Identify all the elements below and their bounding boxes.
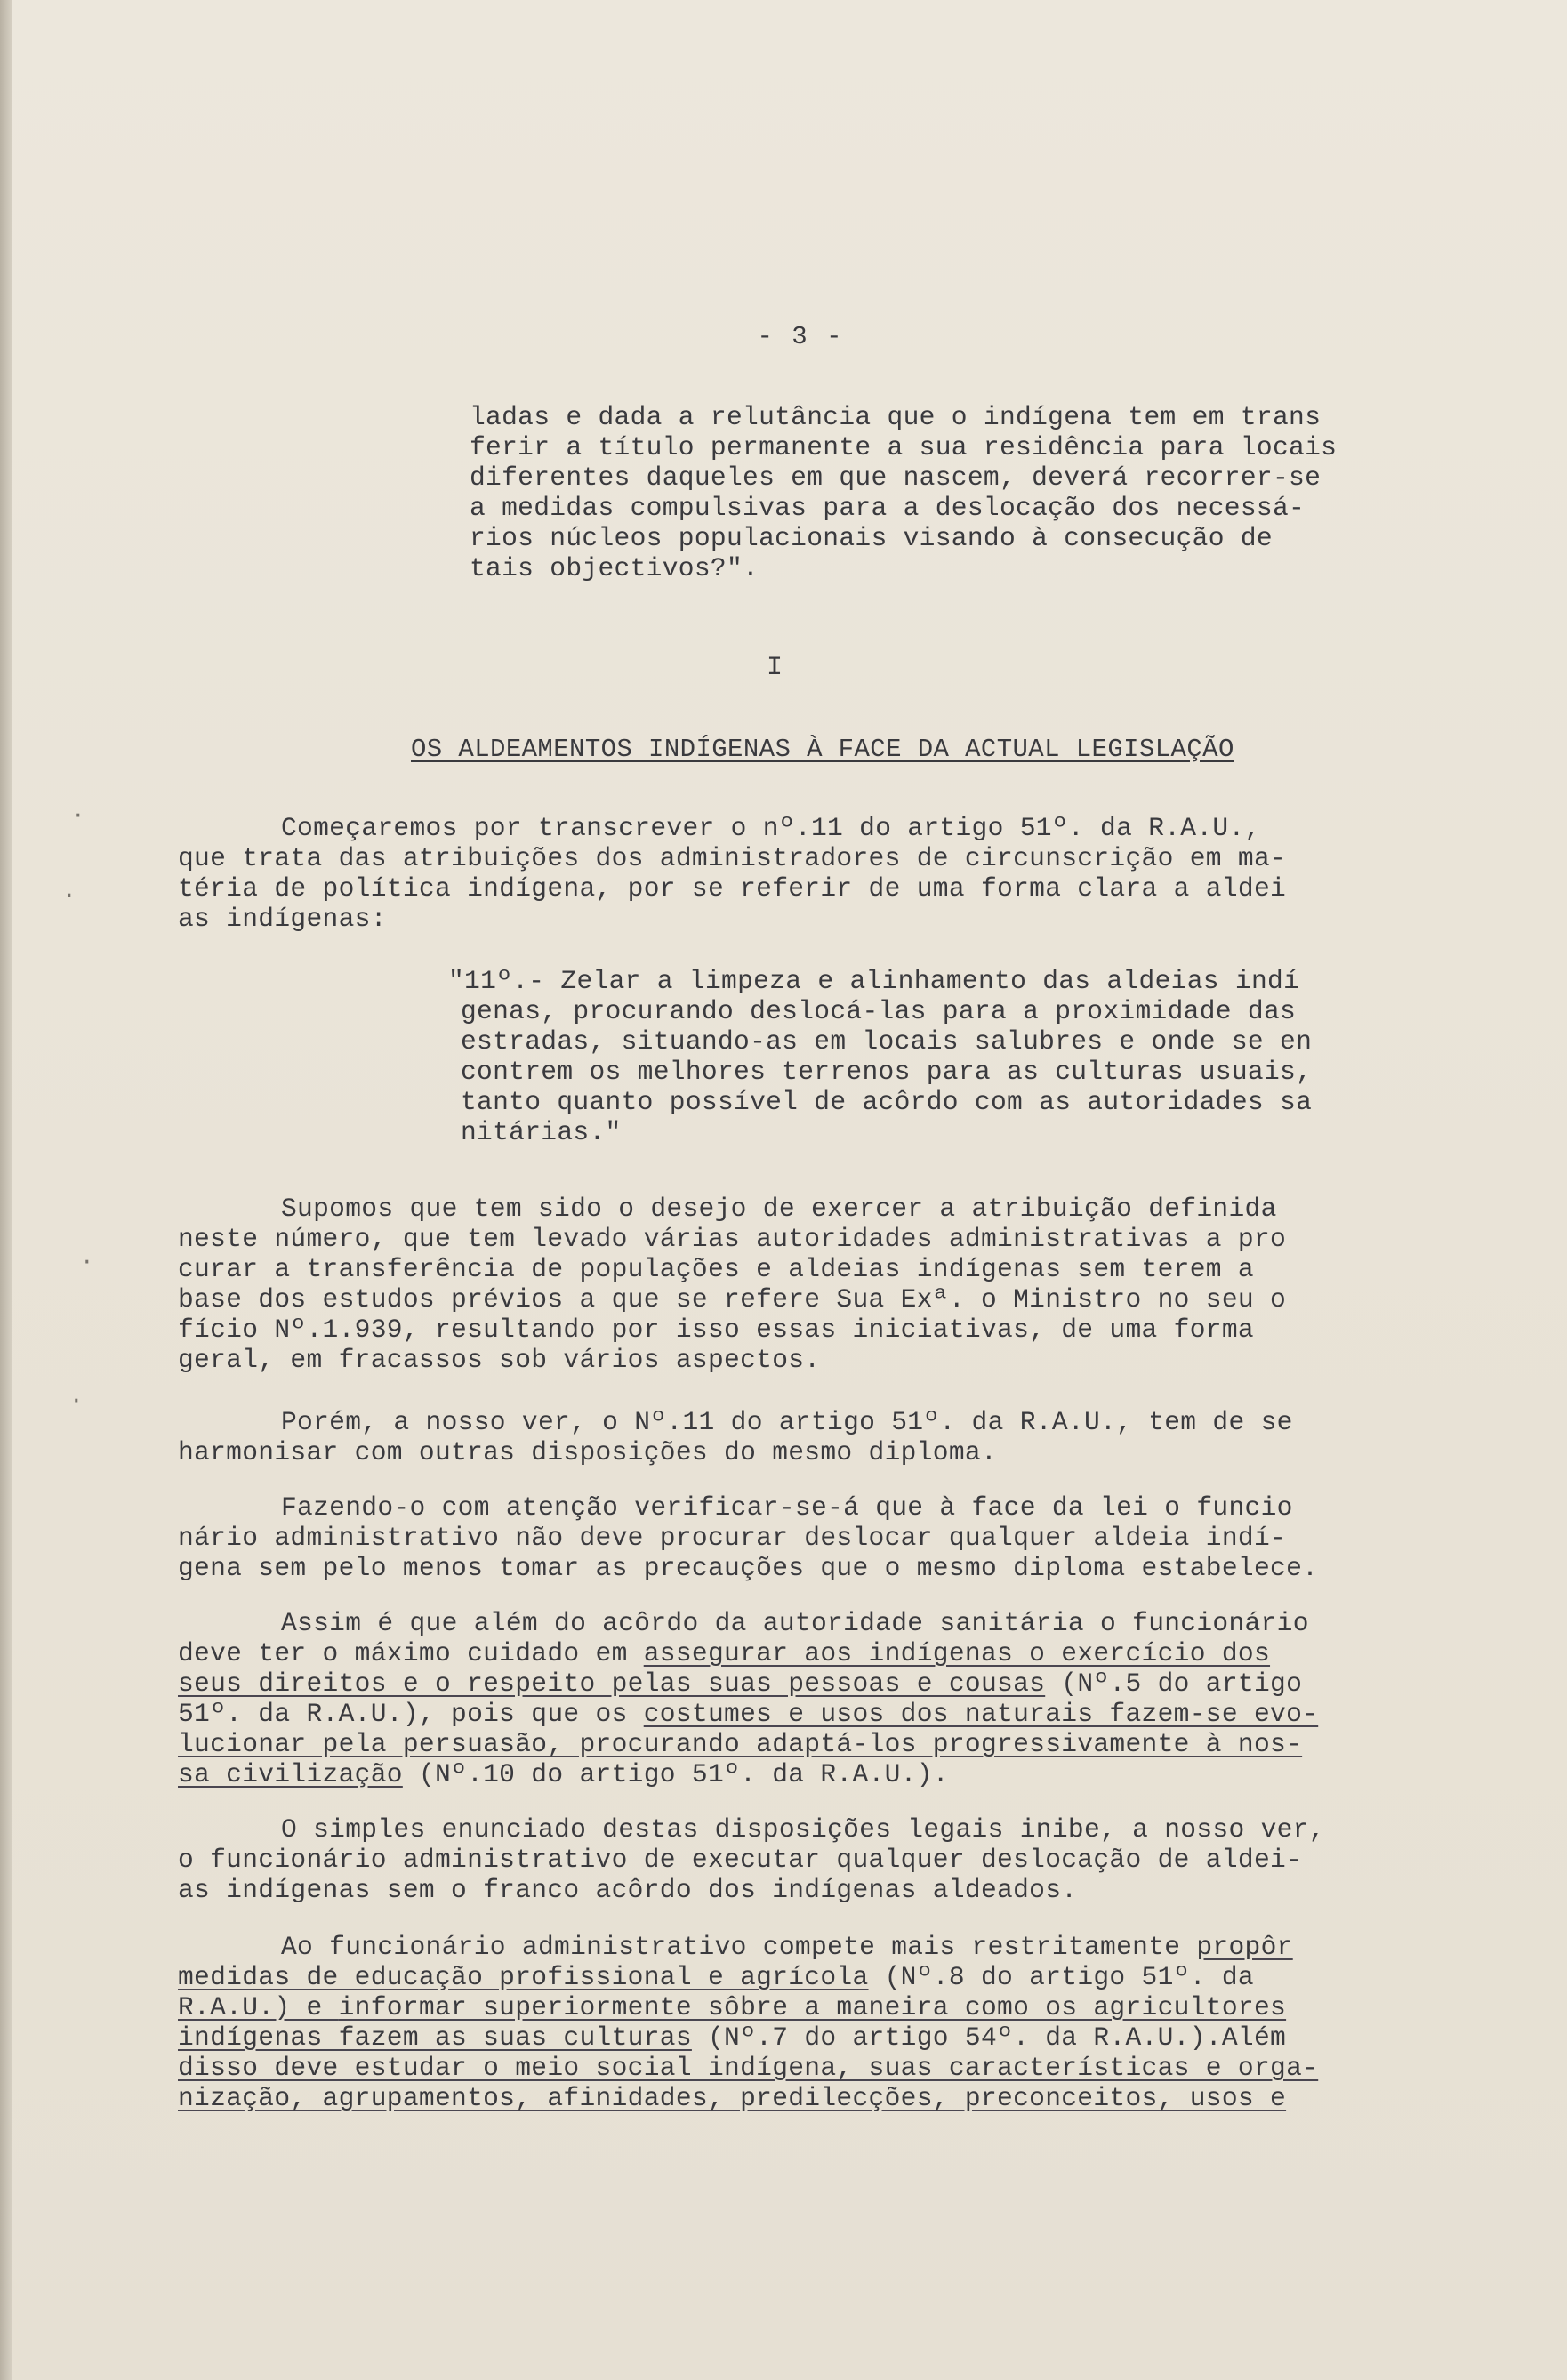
underlined-text: lucionar pela persuasão, procurando adaptá-los progressivamente à nos- [178,1729,1303,1759]
intro-line: ladas e dada a relutância que o indígena tem em trans [470,402,1322,432]
underlined-text: nização, agrupamentos, afinidades, predilecções, preconceitos, usos e [178,2083,1287,2113]
paragraph-line: Porém, a nosso ver, o Nº.11 do artigo 51º. da R.A.U., tem de se [281,1407,1293,1437]
text-run: deve ter o máximo cuidado em [178,1638,644,1668]
paragraph-line: neste número, que tem levado várias autoridades administrativas a pro [178,1224,1287,1254]
quote-line: genas, procurando deslocá-las para a proximidade das [461,996,1297,1026]
quote-line: contrem os melhores terrenos para as culturas usuais, [461,1057,1313,1087]
scan-dot-mark: · [80,1249,94,1275]
intro-line: rios núcleos populacionais visando à consecução de [470,523,1273,553]
text-run: (Nº.10 do artigo 51º. da R.A.U.). [402,1759,949,1789]
paragraph-line: que trata das atribuições dos administradores de circunscrição em ma- [178,843,1287,873]
scan-dot-mark: · [62,882,76,909]
paragraph-line: gena sem pelo menos tomar as precauções que o mesmo diploma estabelece. [178,1553,1319,1583]
intro-line: a medidas compulsivas para a deslocação dos necessá- [470,493,1306,523]
underlined-text: propôr [1196,1932,1293,1962]
page-number: - 3 - [757,322,844,351]
text-run: 51º. da R.A.U.), pois que os [178,1699,644,1729]
paragraph-line [281,1932,1293,1962]
underlined-text: sa civilização [178,1759,403,1789]
paragraph-line [178,1759,949,1789]
paragraph-line [178,1638,1270,1668]
paragraph-line: curar a transferência de populações e aldeias indígenas sem terem a [178,1254,1254,1284]
paragraph-line [178,1668,1302,1699]
paragraph-line [178,1699,1318,1729]
paragraph-line [178,2022,1286,2053]
paragraph-line: Começaremos por transcrever o nº.11 do artigo 51º. da R.A.U., [281,813,1261,843]
underlined-text: indígenas fazem as suas culturas [178,2022,692,2053]
paragraph-line: nário administrativo não deve procurar deslocar qualquer aldeia indí- [178,1523,1287,1553]
scan-dot-mark: · [69,1387,84,1414]
underlined-text: medidas de educação profissional e agrícola [178,1962,869,1992]
quote-line: nitárias." [461,1117,622,1147]
paragraph-line [178,1962,1254,1992]
underlined-text: seus direitos e o respeito pelas suas pessoas e cousas [178,1668,1046,1699]
paragraph-line: Assim é que além do acôrdo da autoridade sanitária o funcionário [281,1608,1309,1638]
underlined-text: R.A.U.) e [178,1992,339,2022]
underlined-text: assegurar aos indígenas o exercício dos [643,1638,1271,1668]
quote-line: tanto quanto possível de acôrdo com as autoridades sa [461,1087,1313,1117]
intro-line: tais objectivos?". [470,553,759,583]
underlined-text: disso deve estudar o meio social indígena, suas características e orga- [178,2053,1319,2083]
text-run: (Nº.8 do artigo 51º. da [868,1962,1254,1992]
paragraph-line: geral, em fracassos sob vários aspectos. [178,1345,821,1375]
section-number: I [767,653,784,683]
section-title: OS ALDEAMENTOS INDÍGENAS À FACE DA ACTUAL LEGISLAÇÃO [411,735,1234,764]
paragraph-line: base dos estudos prévios a que se refere Sua Exª. o Ministro no seu o [178,1284,1287,1315]
scan-dot-mark: · [71,802,85,829]
intro-line: ferir a título permanente a sua residência para locais [470,432,1338,462]
paragraph-line: harmonisar com outras disposições do mesmo diploma. [178,1437,998,1467]
paragraph-line: as indígenas sem o franco acôrdo dos indígenas aldeados. [178,1875,1078,1905]
paragraph-line: O simples enunciado destas disposições legais inibe, a nosso ver, [281,1814,1325,1845]
underlined-text: costumes e usos dos naturais fazem-se evo- [643,1699,1319,1729]
paragraph-line: fício Nº.1.939, resultando por isso essas iniciativas, de uma forma [178,1315,1254,1345]
paragraph-line: o funcionário administrativo de executar qualquer deslocação de aldei- [178,1845,1303,1875]
paragraph-line: Fazendo-o com atenção verificar-se-á que à face da lei o funcio [281,1492,1293,1523]
quote-line: "11º.- Zelar a limpeza e alinhamento das aldeias indí [448,966,1300,996]
paragraph-line [178,1992,1286,2022]
text-run: (Nº.7 do artigo 54º. da R.A.U.).Além [691,2022,1287,2053]
text-run: (Nº.5 do artigo [1045,1668,1303,1699]
quote-line: estradas, situando-as em locais salubres e onde se en [461,1026,1313,1057]
intro-line: diferentes daqueles em que nascem, deverá recorrer-se [470,462,1322,493]
paragraph-line: as indígenas: [178,904,387,934]
paragraph-line: Supomos que tem sido o desejo de exercer a atribuição definida [281,1194,1277,1224]
paragraph-line: téria de política indígena, por se referir de uma forma clara a aldei [178,873,1287,904]
text-run: Ao funcionário administrativo compete mais restritamente [281,1932,1197,1962]
underlined-text: informar superiormente sôbre a maneira como os agricultores [338,1992,1287,2022]
